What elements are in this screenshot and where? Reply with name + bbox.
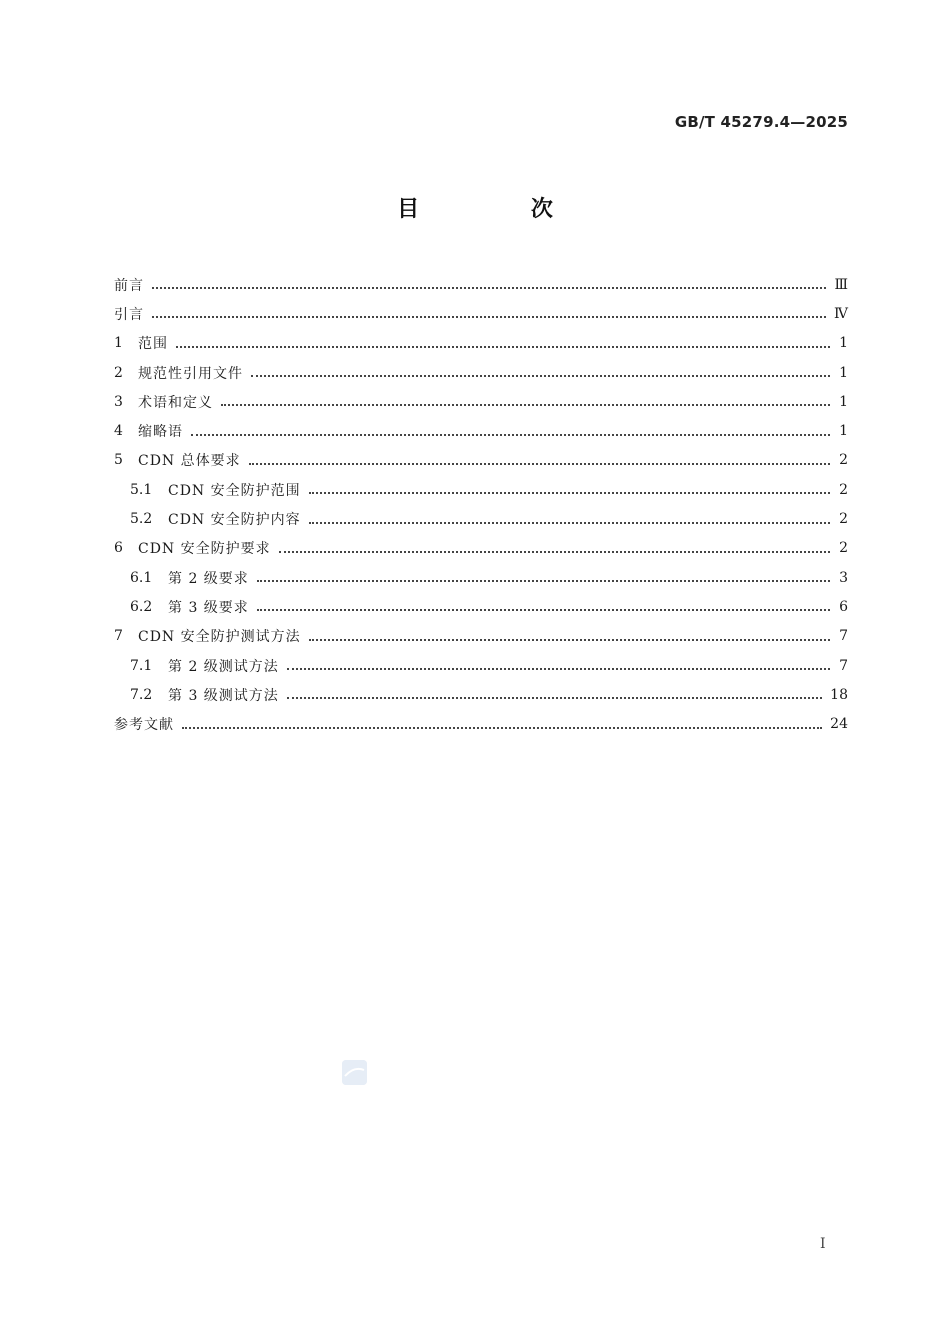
toc-entry-label: 引言 [114,306,144,323]
toc-entry-label: 缩略语 [138,424,183,441]
toc-entry-number: 3 [114,393,123,410]
toc-entry-page: 2 [839,481,848,498]
toc-dot-leader [152,315,826,318]
standard-number: GB/T 45279.4—2025 [674,113,848,131]
toc-entry-page: 2 [839,452,848,469]
toc-entry[interactable] [114,680,848,709]
toc-entry[interactable] [114,358,848,387]
toc-entry-page: 6 [839,598,848,615]
toc-entry-number: 5.2 [130,511,153,528]
toc-entry[interactable] [114,446,848,475]
toc-entry[interactable] [114,534,848,563]
toc-dot-leader [257,579,830,582]
page-title: 目 次 [397,197,605,222]
toc-entry-page: 1 [839,364,848,381]
toc-entry-number: 7.2 [130,686,153,703]
toc-dot-leader [279,550,830,553]
toc-entry-page: 7 [839,657,848,674]
toc-entry[interactable] [114,622,848,651]
toc-dot-leader [251,374,830,377]
table-of-contents [114,270,848,739]
toc-entry[interactable] [114,504,848,533]
toc-entry-label: CDN 安全防护内容 [168,512,301,529]
toc-entry-number: 7 [114,628,123,645]
toc-entry[interactable] [114,475,848,504]
toc-entry-label: 前言 [114,277,144,294]
toc-entry-page: 1 [839,393,848,410]
toc-dot-leader [191,433,830,436]
toc-dot-leader [249,462,830,465]
toc-entry-number: 6.1 [130,569,153,586]
toc-entry-label: CDN 安全防护范围 [168,482,301,499]
toc-entry-number: 6 [114,540,123,557]
sac-watermark [342,1060,367,1085]
toc-entry[interactable] [114,416,848,445]
toc-entry-page: 3 [839,569,848,586]
toc-entry-number: 1 [114,335,123,352]
toc-entry[interactable] [114,299,848,328]
toc-entry-page: 1 [839,335,848,352]
toc-entry-label: 术语和定义 [138,394,213,411]
toc-entry[interactable] [114,329,848,358]
toc-entry[interactable] [114,387,848,416]
toc-entry-number: 6.2 [130,598,153,615]
toc-entry-label: 第 2 级测试方法 [168,658,279,675]
toc-entry-label: 范围 [138,336,168,353]
toc-entry[interactable] [114,709,848,738]
toc-entry-label: 参考文献 [114,717,174,734]
toc-dot-leader [287,696,822,699]
toc-entry[interactable] [114,592,848,621]
toc-entry-number: 7.1 [130,657,153,674]
toc-entry-page: 2 [839,511,848,528]
toc-entry[interactable] [114,270,848,299]
toc-dot-leader [309,638,830,641]
toc-entry-label: 第 2 级要求 [168,570,249,587]
toc-entry-number: 4 [114,423,123,440]
toc-entry-page: 24 [830,716,848,733]
toc-entry-number: 5 [114,452,123,469]
toc-entry-page: 18 [830,686,848,703]
toc-entry-page: Ⅳ [834,305,848,322]
toc-dot-leader [152,286,826,289]
toc-entry-label: 第 3 级测试方法 [168,687,279,704]
toc-dot-leader [176,345,830,348]
toc-entry[interactable] [114,563,848,592]
toc-dot-leader [257,608,830,611]
toc-entry-page: 2 [839,540,848,557]
toc-dot-leader [221,403,830,406]
toc-entry-label: CDN 安全防护要求 [138,541,271,558]
toc-entry-label: 规范性引用文件 [138,365,243,382]
toc-entry-page: 7 [839,628,848,645]
toc-entry-page: Ⅲ [834,276,848,293]
sac-logo-icon [342,1060,367,1085]
toc-entry-label: CDN 总体要求 [138,453,241,470]
toc-entry-page: 1 [839,423,848,440]
toc-entry[interactable] [114,651,848,680]
toc-dot-leader [182,726,822,729]
toc-dot-leader [287,667,830,670]
page-number: I [820,1236,826,1252]
toc-dot-leader [309,521,830,524]
toc-dot-leader [309,491,830,494]
toc-entry-number: 5.1 [130,481,153,498]
toc-entry-label: CDN 安全防护测试方法 [138,629,301,646]
toc-entry-number: 2 [114,364,123,381]
toc-entry-label: 第 3 级要求 [168,599,249,616]
